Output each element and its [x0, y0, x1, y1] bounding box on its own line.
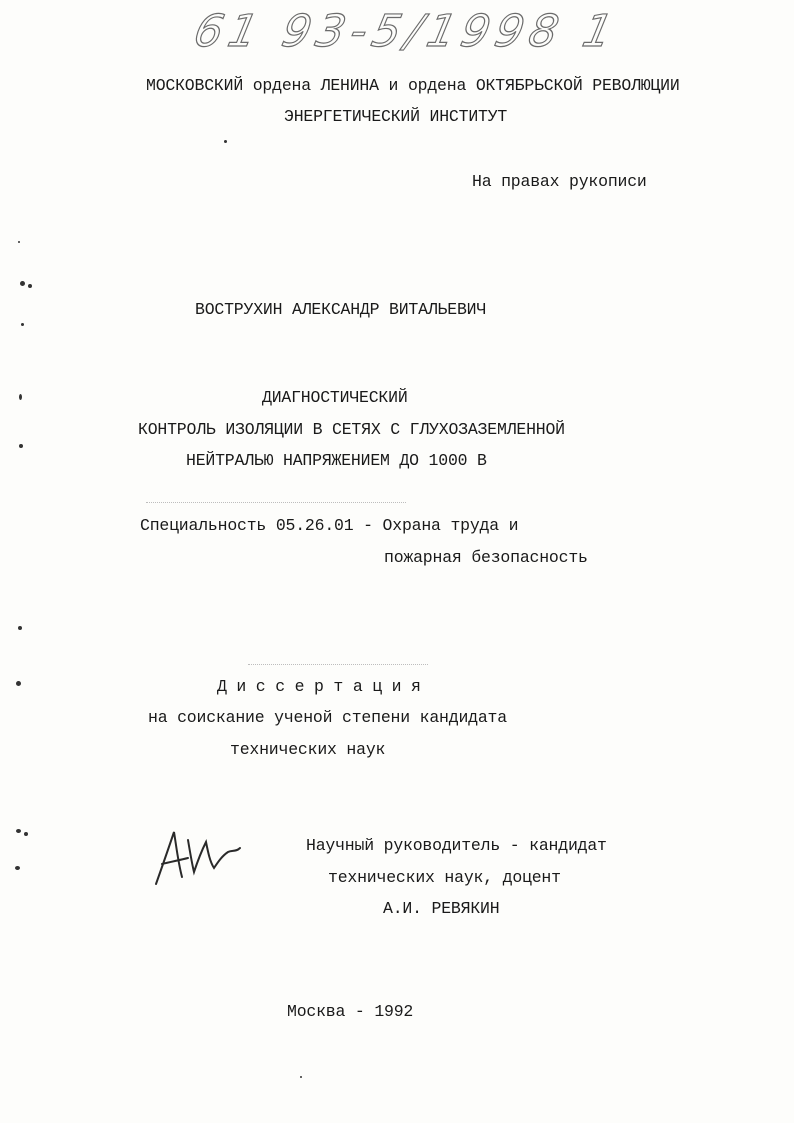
city-year: Москва - 1992: [287, 1002, 414, 1021]
scan-speck: [16, 829, 21, 833]
scan-speck: [15, 866, 20, 870]
scan-speck: [300, 1076, 302, 1078]
scan-speck: [24, 832, 28, 836]
supervisor-signature: [148, 822, 243, 892]
title-line-1: ДИАГНОСТИЧЕСКИЙ: [262, 388, 408, 407]
scan-speck: [20, 281, 25, 286]
degree-line-2: технических наук: [230, 740, 386, 759]
scan-speck: [19, 394, 22, 400]
scan-speck: [224, 140, 227, 143]
specialty-line-2: пожарная безопасность: [384, 548, 588, 567]
scan-speck: [28, 284, 32, 288]
degree-line-1: на соискание ученой степени кандидата: [148, 708, 507, 727]
faint-rule: [146, 502, 406, 503]
dissertation-heading: Д и с с е р т а ц и я: [217, 677, 421, 696]
scan-speck: [16, 681, 21, 686]
specialty-line-1: Специальность 05.26.01 - Охрана труда и: [140, 516, 519, 535]
title-line-2: КОНТРОЛЬ ИЗОЛЯЦИИ В СЕТЯХ С ГЛУХОЗАЗЕМЛЕННОЙ: [138, 420, 565, 439]
manuscript-rights-note: На правах рукописи: [472, 172, 647, 191]
institution-line-1: МОСКОВСКИЙ ордена ЛЕНИНА и ордена ОКТЯБРЬСКОЙ РЕВОЛЮЦИИ: [146, 76, 680, 95]
faint-rule: [248, 664, 428, 665]
supervisor-line-2: технических наук, доцент: [328, 868, 561, 887]
title-line-3: НЕЙТРАЛЬЮ НАПРЯЖЕНИЕМ ДО 1000 В: [186, 451, 487, 470]
scan-speck: [19, 444, 23, 448]
institution-line-2: ЭНЕРГЕТИЧЕСКИЙ ИНСТИТУТ: [284, 107, 508, 126]
scan-speck: [18, 626, 22, 630]
author-name: ВОСТРУХИН АЛЕКСАНДР ВИТАЛЬЕВИЧ: [195, 300, 487, 319]
scan-speck: [18, 241, 20, 243]
supervisor-line-1: Научный руководитель - кандидат: [306, 836, 607, 855]
scan-speck: [21, 323, 24, 326]
archive-serial-stamp: 61 93-5/1998 1: [189, 6, 624, 57]
supervisor-name: А.И. РЕВЯКИН: [383, 899, 500, 918]
